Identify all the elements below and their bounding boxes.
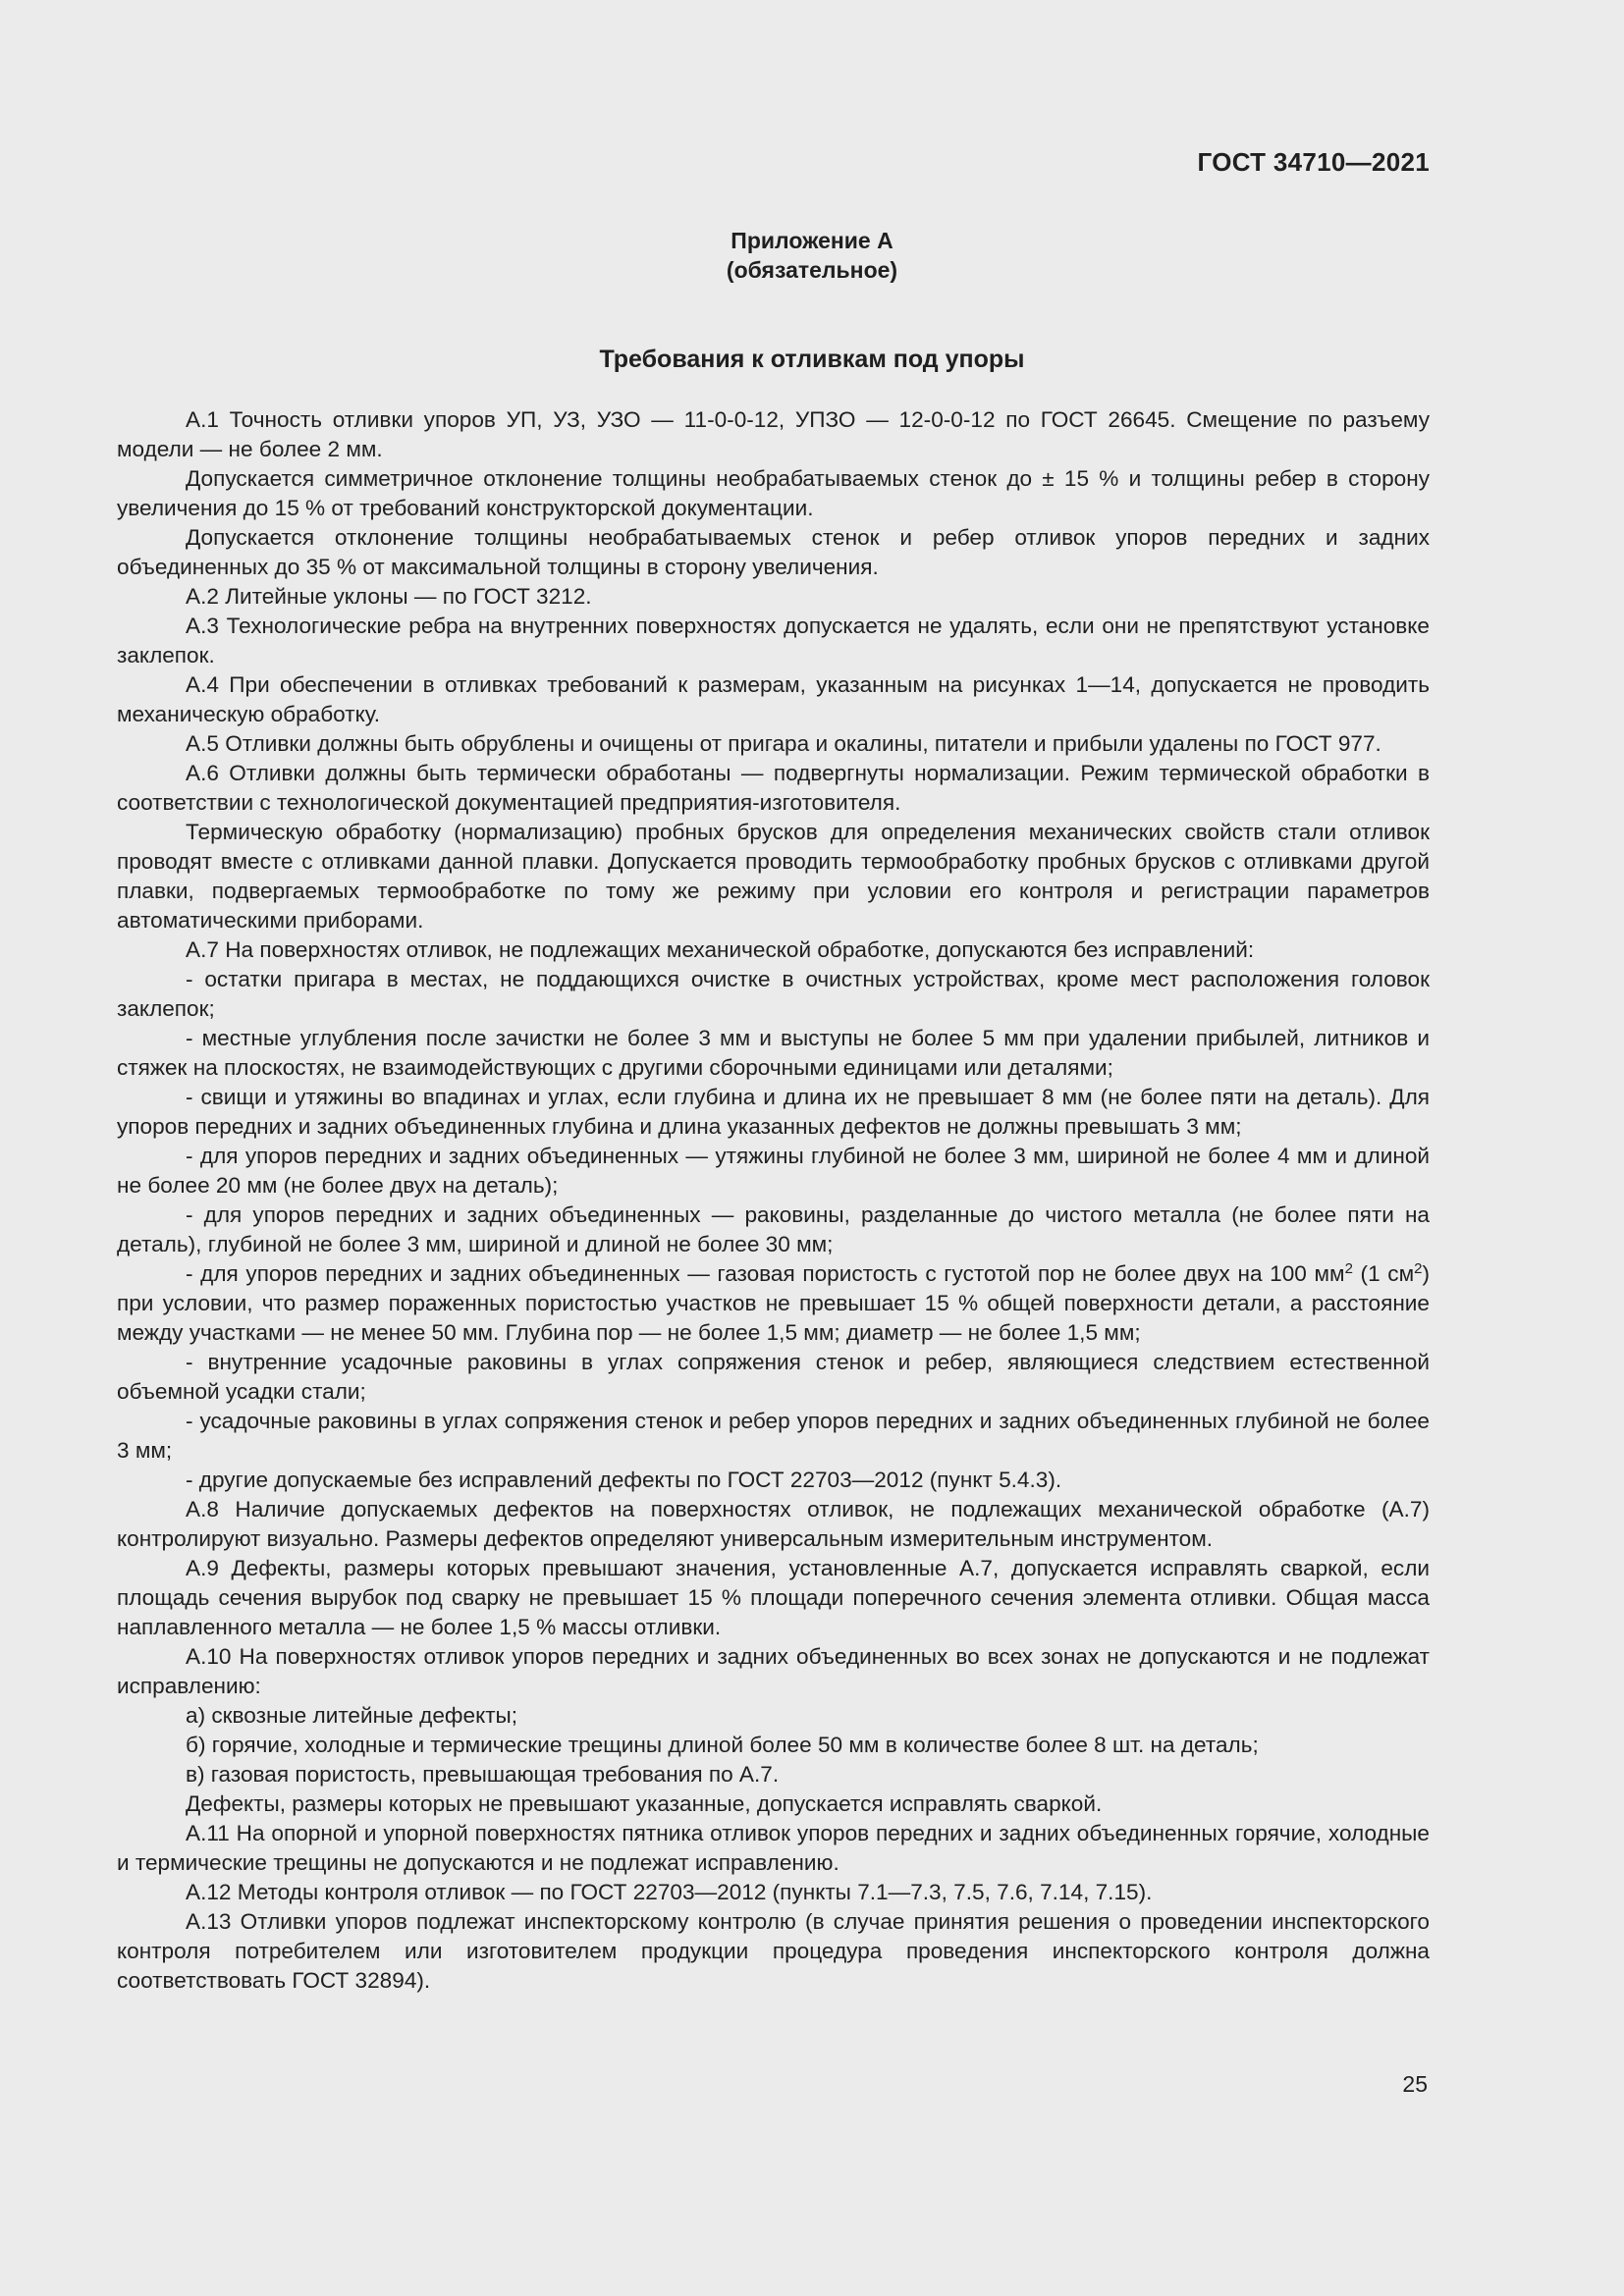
appendix-heading [0, 226, 1624, 285]
paragraph-a9: А.9 Дефекты, размеры которых превышают значения, установленные А.7, допускается исправлять сваркой, если площадь сечения вырубок под сварку не превышает 15 % площади поперечного сечения элемента отливки. Общая масса наплавленного металла — не более 1,5 % массы отливки. [117, 1556, 1430, 1639]
list-item-gas-porosity: - для упоров передних и задних объединенных — газовая пористость с густотой пор не более двух на 100 $мм^2$ (1 $см^2$) при условии, что размер пораженных пористостью участков не превышает 15 % общей поверхности детали, а расстояние между участками — не менее 50 мм. Глубина пор — не более 1,5 мм; диаметр — не более 1,5 мм; [117, 1260, 1430, 1345]
paragraph-a5: А.5 Отливки должны быть обрублены и очищены от пригара и окалины, питатели и прибыли удалены по ГОСТ 977. [186, 731, 1381, 756]
document-code: ГОСТ 34710—2021 [1197, 147, 1430, 177]
paragraph-a8: А.8 Наличие допускаемых дефектов на поверхностях отливок, не подлежащих механической обработке (А.7) контролируют визуально. Размеры дефектов определяют универсальным измерительным инструментом. [117, 1497, 1430, 1551]
appendix-status: (обязательное) [726, 257, 898, 283]
paragraph-a1: А.1 Точность отливки упоров УП, УЗ, УЗО — 11-0-0-12, УПЗО — 12-0-0-12 по ГОСТ 26645. Смещение по разъему модели — не более 2 мм. [117, 407, 1430, 461]
paragraph-a12: А.12 Методы контроля отливок — по ГОСТ 22703—2012 (пункты 7.1—7.3, 7.5, 7.6, 7.14, 7.15). [186, 1880, 1153, 1904]
page-number: 25 [1402, 2071, 1428, 2097]
section-title: Требования к отливкам под упоры [599, 346, 1025, 373]
paragraph-a10: А.10 На поверхностях отливок упоров передних и задних объединенных во всех зонах не допускаются и не подлежат исправлению: [117, 1644, 1430, 1698]
list-item-cavities-combined: - для упоров передних и задних объединенных — раковины, разделанные до чистого металла (не более пяти на деталь), глубиной не более 3 мм, шириной и длиной не более 30 мм; [117, 1202, 1430, 1256]
paragraph-a10-welding: Дефекты, размеры которых не превышают указанные, допускается исправлять сваркой. [186, 1791, 1103, 1816]
list-item-b: б) горячие, холодные и термические трещины длиной более 50 мм в количестве более 8 шт. на деталь; [186, 1733, 1259, 1757]
list-item-fistulas: - свищи и утяжины во впадинах и углах, если глубина и длина их не превышает 8 мм (не более пяти на деталь). Для упоров передних и задних объединенных глубина и длина указанных дефектов не должны превышать 3 мм; [117, 1085, 1430, 1139]
paragraph-a2: А.2 Литейные уклоны — по ГОСТ 3212. [186, 584, 592, 609]
list-item-v: в) газовая пористость, превышающая требования по А.7. [186, 1762, 780, 1787]
list-item-shrinkage-combined: - для упоров передних и задних объединенных — утяжины глубиной не более 3 мм, шириной не более 4 мм и длиной не более 20 мм (не более двух на деталь); [117, 1144, 1430, 1198]
paragraph-a13: А.13 Отливки упоров подлежат инспекторскому контролю (в случае принятия решения о проведении инспекторского контроля потребителем или изготовителем продукции процедура проведения инспекторского контроля должна соответствовать ГОСТ 32894). [117, 1909, 1430, 1993]
body-text [117, 405, 1430, 1996]
paragraph-a1-combined: Допускается отклонение толщины необрабатываемых стенок и ребер отливок упоров передних и задних объединенных до 35 % от максимальной толщины в сторону увеличения. [117, 525, 1430, 579]
paragraph-a1-thickness: Допускается симметричное отклонение толщины необрабатываемых стенок до ± 15 % и толщины ребер в сторону увеличения до 15 % от требований конструкторской документации. [117, 466, 1430, 520]
list-item-burn-residue: - остатки пригара в местах, не поддающихся очистке в очистных устройствах, кроме мест расположения головок заклепок; [117, 967, 1430, 1021]
paragraph-a7: А.7 На поверхностях отливок, не подлежащих механической обработке, допускаются без исправлений: [186, 937, 1255, 962]
paragraph-a4: А.4 При обеспечении в отливках требований к размерам, указанным на рисунках 1—14, допускается не проводить механическую обработку. [117, 672, 1430, 726]
list-item-a: а) сквозные литейные дефекты; [186, 1703, 518, 1728]
appendix-title: Приложение А [731, 228, 893, 253]
list-item-local-recesses: - местные углубления после зачистки не более 3 мм и выступы не более 5 мм при удалении прибылей, литников и стяжек на плоскостях, не взаимодействующих с другими сборочными единицами или деталями; [117, 1026, 1430, 1080]
list-item-internal-shrinkage: - внутренние усадочные раковины в углах сопряжения стенок и ребер, являющиеся следствием естественной объемной усадки стали; [117, 1350, 1430, 1404]
paragraph-a6-heat-treatment: Термическую обработку (нормализацию) пробных брусков для определения механических свойств стали отливок проводят вместе с отливками данной плавки. Допускается проводить термообработку пробных брусков с отливками другой плавки, подвергаемых термообработке по тому же режиму при условии его контроля и регистрации параметров автоматическими приборами. [117, 820, 1430, 933]
list-item-shrinkage-corners: - усадочные раковины в углах сопряжения стенок и ребер упоров передних и задних объединенных глубиной не более 3 мм; [117, 1409, 1430, 1463]
paragraph-a3: А.3 Технологические ребра на внутренних поверхностях допускается не удалять, если они не препятствуют установке заклепок. [117, 614, 1430, 667]
paragraph-a11: А.11 На опорной и упорной поверхностях пятника отливок упоров передних и задних объединенных горячие, холодные и термические трещины не допускаются и не подлежат исправлению. [117, 1821, 1430, 1875]
list-item-other-defects: - другие допускаемые без исправлений дефекты по ГОСТ 22703—2012 (пункт 5.4.3). [186, 1468, 1062, 1492]
paragraph-a6: А.6 Отливки должны быть термически обработаны — подвергнуты нормализации. Режим термической обработки в соответствии с технологической документацией предприятия-изготовителя. [117, 761, 1430, 815]
